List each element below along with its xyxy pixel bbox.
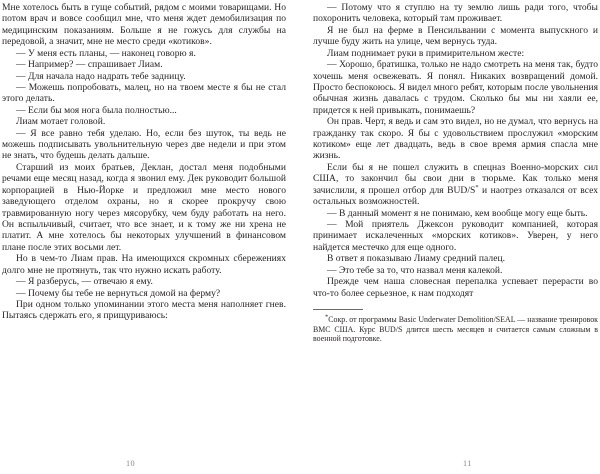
- footnote-block: [313, 315, 598, 344]
- paragraph: Мне хотелось быть в гуще событий, рядом с моими товарищами. Но потом врач и вовсе сообщил мне, что меня ждет демобилизация по медицинским показаниям. Больше я не гожусь для службы на передовой, а значит, мне не место среди «котиков».: [2, 2, 286, 48]
- paragraph: — Для начала надо надрать тебе задницу.: [16, 70, 186, 82]
- footnote-text: [313, 315, 598, 344]
- paragraph: — Можешь попробовать, малец, но на твоем месте я бы не стал этого делать.: [2, 81, 286, 105]
- paragraph: — Почему бы тебе не вернуться домой на ферму?: [16, 287, 221, 299]
- paragraph: При одном только упоминании этого места меня наполняет гнев. Пытаясь сдержать его, я прищуриваюсь:: [2, 298, 286, 322]
- paragraph: — Потому что я ступлю на ту землю лишь ради того, чтобы похоронить человека, который там проживает.: [313, 2, 598, 25]
- paragraph: Я не был на ферме в Пенсильвании с момента выпускного и лучше буду жить на улице, чем вернусь туда.: [313, 24, 598, 48]
- paragraph-text-after-marker: и наотрез отказался от всех остальных возможностей.: [313, 184, 598, 208]
- paragraph-text-before-marker: Если бы я не пошел служить в спецназ Военно-морских сил США, то закончил бы свои дни в тюрьме. Как только меня зачислили, я прошел отбор для BUD/S: [313, 161, 598, 196]
- paragraph: Лиам поднимает руки в примирительном жесте:: [327, 47, 525, 59]
- paragraph: — Мой приятель Джексон руководит компанией, которая принимает искалеченных «морских котиков». Уверен, у него найдется местечко для еще одного.: [313, 219, 598, 253]
- footnote-body: Сокр. от программы Basic Underwater Demolition/SEAL — название тренировок ВМС США. Курс BUD/S длится шесть месяцев и считается самым сложным в военной подготовке.: [313, 314, 598, 344]
- paragraph: — Это тебе за то, что назвал меня калекой.: [327, 264, 503, 276]
- right-page-textblock: [313, 2, 598, 299]
- paragraph: — У меня есть планы, — наконец говорю я.: [16, 47, 196, 59]
- paragraph: — Если бы моя нога была полностью...: [16, 104, 177, 116]
- paragraph: Лиам мотает головой.: [16, 116, 106, 128]
- paragraph: Старший из моих братьев, Деклан, достал меня подобными речами еще месяц назад, когда я звонил ему. Дек руководит большой корпорацией в Нью-Йорке и предложил мне место нового заведующего отделом охраны, но я скорее прокручу свою травмированную ногу через мясорубку, чем буду работать на него. Он вспыльчивый, считает, что все знает, и к тому же ни хрена не платит. А мне хотелось бы некоторых улучшений в финансовом плане после этих восьми лет.: [2, 161, 286, 253]
- page-right: [300, 0, 600, 474]
- paragraph: — В данный момент я не понимаю, кем вообще могу еще быть.: [327, 207, 588, 219]
- footnote-separator-rule: [313, 309, 363, 310]
- page-number-left: 10: [126, 459, 135, 468]
- footnote-marker: *: [325, 313, 329, 321]
- footnote-reference-marker: *: [475, 183, 479, 191]
- paragraph: — Я разберусь, — отвечаю я ему.: [16, 276, 153, 288]
- paragraph: — Хорошо, братишка, только не надо смотреть на меня так, будто хочешь меня освежевать. Я понял. Никаких возвращений домой. Просто беспокоюсь. Я видел много ребят, которым после увольнения обычная жизнь давалась с трудом. Сколько бы мы ни хаяли ее, придется к ней привыкать, понимаешь?: [313, 59, 598, 116]
- paragraph: Он прав. Черт, я ведь и сам это видел, но не думал, что вернусь на гражданку так скоро. Я бы с удовольствием прослужил «морским котиком» еще лет двадцать, ведь в свое время армия спасла мне жизнь.: [313, 116, 598, 162]
- paragraph: Прежде чем наша словесная перепалка успевает перерасти во что-то более серьезное, к нам подходят: [313, 276, 598, 299]
- paragraph: — Я все равно тебя уделаю. Но, если без шуток, ты ведь не можешь подписывать увольнительную через две недели и при этом не знать, что будешь делать дальше.: [2, 127, 286, 162]
- paragraph-with-footnote-ref: [313, 162, 598, 208]
- paragraph: Но в чем-то Лиам прав. На имеющихся скромных сбережениях долго мне не протянуть, так что нужно искать работу.: [2, 253, 286, 276]
- page-number-right: 11: [463, 459, 472, 468]
- left-page-textblock: [2, 2, 286, 322]
- paragraph: — Например? — спрашивает Лиам.: [16, 59, 163, 71]
- paragraph: В ответ я показываю Лиаму средний палец.: [327, 253, 505, 265]
